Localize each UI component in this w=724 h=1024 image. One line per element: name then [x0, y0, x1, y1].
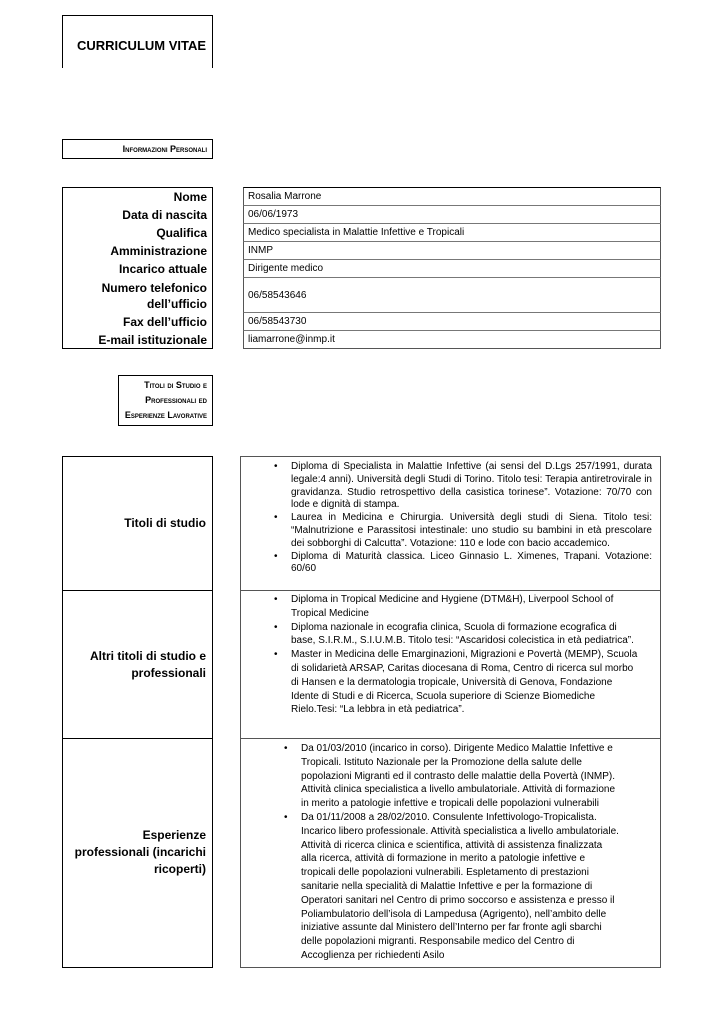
- label-esperienze: Esperienze professionali (incarichi ricoperti): [62, 739, 213, 968]
- list-item: • Da 01/03/2010 (incarico in corso). Dirigente Medico Malattie Infettive e Tropicali. Istituto Nazionale per la Promozione della salute delle popolazioni Migranti ed il contrasto delle malattie della Povertà (INMP). Attività clinica specialistica a livello ambulatoriale. Attività di formazione in merito a patologie infettive e tropicali delle popolazioni vulnerabili: [301, 742, 620, 811]
- value-qualifica: Medico specialista in Malattie Infettive e Tropicali: [243, 224, 661, 242]
- list-item: • Laurea in Medicina e Chirurgia. Università degli studi di Siena. Titolo tesi: “Malnutrizione e Parassitosi intestinale: uno studio su bambini in età prescolare dei sobborghi di Calcutta”. Votazione: 110 e lode con bacio accademico.: [291, 512, 652, 550]
- heading-line: Titoli di Studio e: [144, 380, 207, 390]
- label-fax: Fax dell’ufficio: [62, 313, 213, 331]
- section-heading-titles: [118, 375, 213, 426]
- value-telefono: 06/58543646: [243, 278, 661, 313]
- titles-table: [62, 456, 661, 968]
- list-item: • Da 01/11/2008 a 28/02/2010. Consulente Infettivologo-Tropicalista. Incarico libero professionale. Attività specialistica a livello ambulatoriale. Attività di ricerca clinica e scientifica, attività di assistenza finalizzata alla ricerca, attività di formazione in merito a patologie infettive e tropicali delle popolazioni vulnerabili. Espletamento di prestazioni sanitarie nella specialità di Malattie Infettive e per la formazione di Operatori sanitari nel Centro di primo soccorso e assistenza e presso il Poliambulatorio dell’isola di Lampedusa (Agrigento), nell’ambito delle iniziative assunte dal Ministero dell’Interno per far fronte agli sbarchi delle popolazioni migranti. Responsabile medico del Centro di Accoglienza per richiedenti Asilo: [301, 811, 620, 963]
- label-qualifica: Qualifica: [62, 224, 213, 242]
- value-fax: 06/58543730: [243, 313, 661, 331]
- label-amministrazione: Amministrazione: [62, 242, 213, 260]
- list-item: • Master in Medicina delle Emarginazioni, Migrazioni e Povertà (MEMP), Scuola di solidarietà ARSAP, Caritas diocesana di Roma, Centro di ricerca sul morbo di Hansen e la dermatologia tropicale, Università di Genova, Fondazione Idente di Studi e di Ricerca, Scuola superiore di Scienze Biomediche Rielo.Tesi: “La lebbra in età pediatrica”.: [291, 648, 640, 717]
- label-incarico: Incarico attuale: [62, 260, 213, 278]
- cell-titoli-studio: [240, 456, 661, 591]
- cell-esperienze: [240, 739, 661, 968]
- label-email: E-mail istituzionale: [62, 331, 213, 349]
- label-nome: Nome: [62, 187, 213, 206]
- heading-line: Professionali ed: [145, 395, 207, 405]
- section-heading-personal: Informazioni Personali: [62, 139, 213, 159]
- heading-line: Esperienze Lavorative: [124, 410, 207, 420]
- list-item: • Diploma in Tropical Medicine and Hygiene (DTM&H), Liverpool School of Tropical Medicine: [291, 593, 640, 621]
- list-item: • Diploma di Maturità classica. Liceo Ginnasio L. Ximenes, Trapani. Votazione: 60/60: [291, 551, 652, 577]
- list-esperienze: [301, 742, 620, 963]
- cell-altri-titoli: [240, 591, 661, 739]
- label-telefono: Numero telefonico dell’ufficio: [62, 278, 213, 313]
- document-title: CURRICULUM VITAE: [62, 15, 213, 68]
- value-nome: Rosalia Marrone: [243, 187, 661, 206]
- label-data-nascita: Data di nascita: [62, 206, 213, 224]
- list-altri-titoli: [291, 593, 640, 717]
- label-altri-titoli: Altri titoli di studio e professionali: [62, 591, 213, 739]
- value-email: liamarrone@inmp.it: [243, 331, 661, 349]
- value-incarico: Dirigente medico: [243, 260, 661, 278]
- list-item: • Diploma nazionale in ecografia clinica, Scuola di formazione ecografica di base, S.I.R.M., S.I.U.M.B. Titolo tesi: “Ascaridosi colecistica in età pediatrica”.: [291, 621, 640, 649]
- list-titoli-studio: [291, 461, 652, 576]
- list-item: • Diploma di Specialista in Malattie Infettive (ai sensi del D.Lgs 257/1991, durata legale:4 anni). Università degli Studi di Torino. Titolo tesi: Terapia antiretrovirale in gravidanza. Studio retrospettivo della casistica torinese”. Votazione: 70/70 con lode e dignità di stampa.: [291, 461, 652, 512]
- label-titoli-studio: Titoli di studio: [62, 456, 213, 591]
- value-amministrazione: INMP: [243, 242, 661, 260]
- personal-table: [62, 187, 661, 349]
- value-data-nascita: 06/06/1973: [243, 206, 661, 224]
